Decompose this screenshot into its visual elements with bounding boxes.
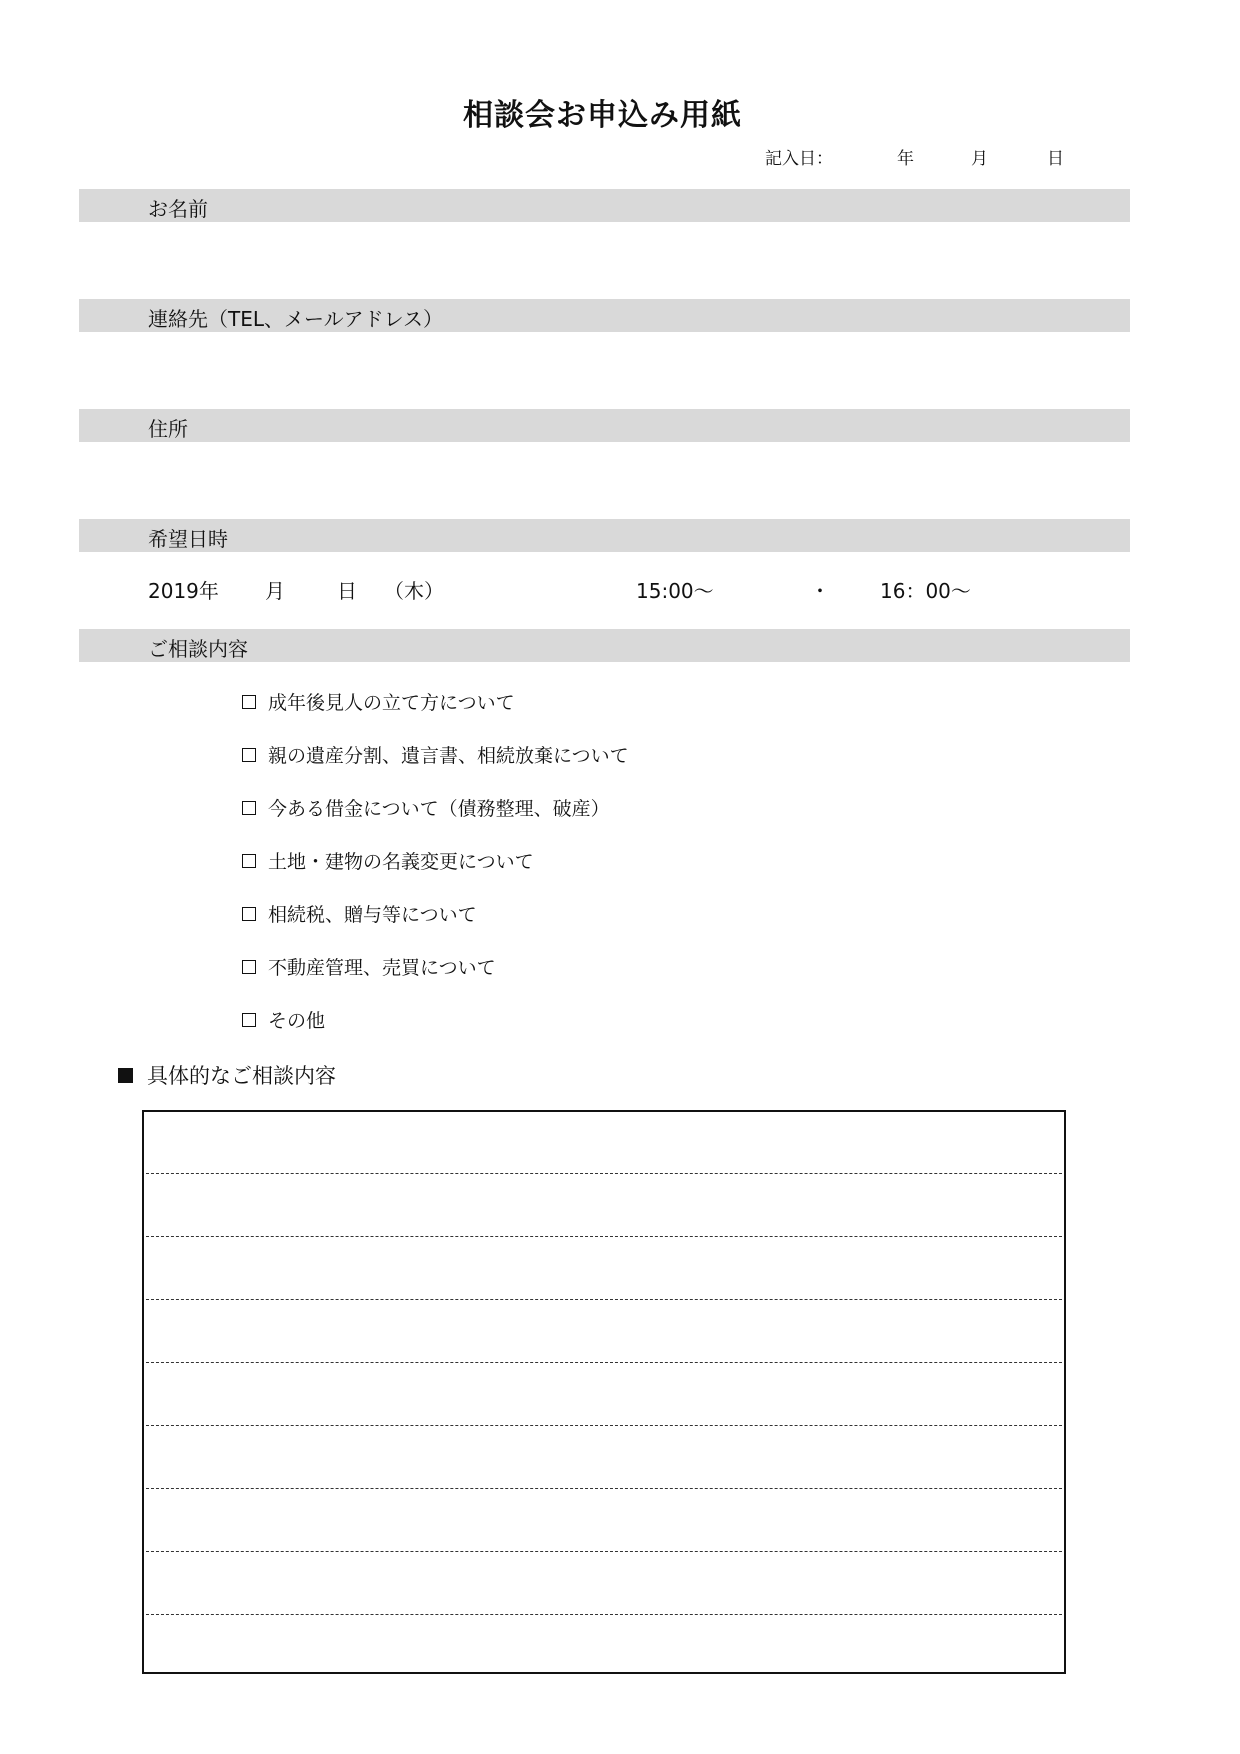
section-bar-contact (79, 299, 1130, 332)
consult-option[interactable] (242, 953, 496, 980)
checkbox[interactable] (242, 907, 256, 921)
consult-option[interactable] (242, 1006, 325, 1033)
consult-option[interactable] (242, 900, 477, 927)
consult-option-label: 相続税、贈与等について (268, 904, 477, 926)
writing-line (146, 1551, 1062, 1552)
section-bar-consult (79, 629, 1130, 662)
schedule-time-2[interactable]: 16：00～ (880, 579, 971, 603)
name-field[interactable] (79, 222, 1130, 298)
consult-option[interactable] (242, 741, 629, 768)
section-label-name: お名前 (148, 197, 208, 221)
consult-option-label: 成年後見人の立て方について (268, 692, 515, 714)
detail-textarea[interactable] (142, 1110, 1066, 1674)
section-bar-name (79, 189, 1130, 222)
detail-heading (118, 1060, 336, 1090)
consult-option[interactable] (242, 794, 610, 821)
checkbox[interactable] (242, 801, 256, 815)
address-field[interactable] (79, 442, 1130, 518)
page-title: 相談会お申込み用紙 (463, 98, 742, 133)
schedule-day-label: 日 (337, 579, 357, 603)
section-bar-address (79, 409, 1130, 442)
section-label-contact: 連絡先（TEL、メールアドレス） (148, 307, 443, 331)
consult-option-label: その他 (268, 1010, 326, 1032)
writing-line (146, 1299, 1062, 1300)
schedule-separator: ・ (810, 579, 830, 603)
contact-field[interactable] (79, 332, 1130, 408)
schedule-time-1[interactable]: 15:00～ (636, 579, 714, 603)
entry-date-day-label: 日 (1047, 149, 1064, 169)
consult-option[interactable] (242, 688, 515, 715)
checkbox[interactable] (242, 748, 256, 762)
writing-line (146, 1488, 1062, 1489)
section-label-address: 住所 (148, 417, 188, 441)
detail-heading-label: 具体的なご相談内容 (147, 1064, 336, 1088)
entry-date-label: 記入日： (765, 149, 833, 169)
writing-line (146, 1614, 1062, 1615)
schedule-year: 2019年 (148, 579, 219, 603)
entry-date-year-label: 年 (897, 149, 914, 169)
entry-date-month-label: 月 (971, 149, 988, 169)
schedule-month-label: 月 (265, 579, 285, 603)
checkbox[interactable] (242, 960, 256, 974)
consult-option-label: 親の遺産分割、遺言書、相続放棄について (268, 745, 629, 767)
black-square-icon (118, 1068, 133, 1083)
writing-line (146, 1173, 1062, 1174)
section-bar-datetime (79, 519, 1130, 552)
consult-option-label: 土地・建物の名義変更について (268, 851, 534, 873)
writing-line (146, 1425, 1062, 1426)
checkbox[interactable] (242, 1013, 256, 1027)
writing-line (146, 1362, 1062, 1363)
consult-option-label: 今ある借金について（債務整理、破産） (268, 798, 610, 820)
checkbox[interactable] (242, 695, 256, 709)
consult-option-label: 不動産管理、売買について (268, 957, 496, 979)
checkbox[interactable] (242, 854, 256, 868)
section-label-datetime: 希望日時 (148, 527, 228, 551)
schedule-weekday: （木） (384, 579, 444, 603)
writing-line (146, 1236, 1062, 1237)
section-label-consult: ご相談内容 (148, 637, 248, 661)
consult-option[interactable] (242, 847, 534, 874)
